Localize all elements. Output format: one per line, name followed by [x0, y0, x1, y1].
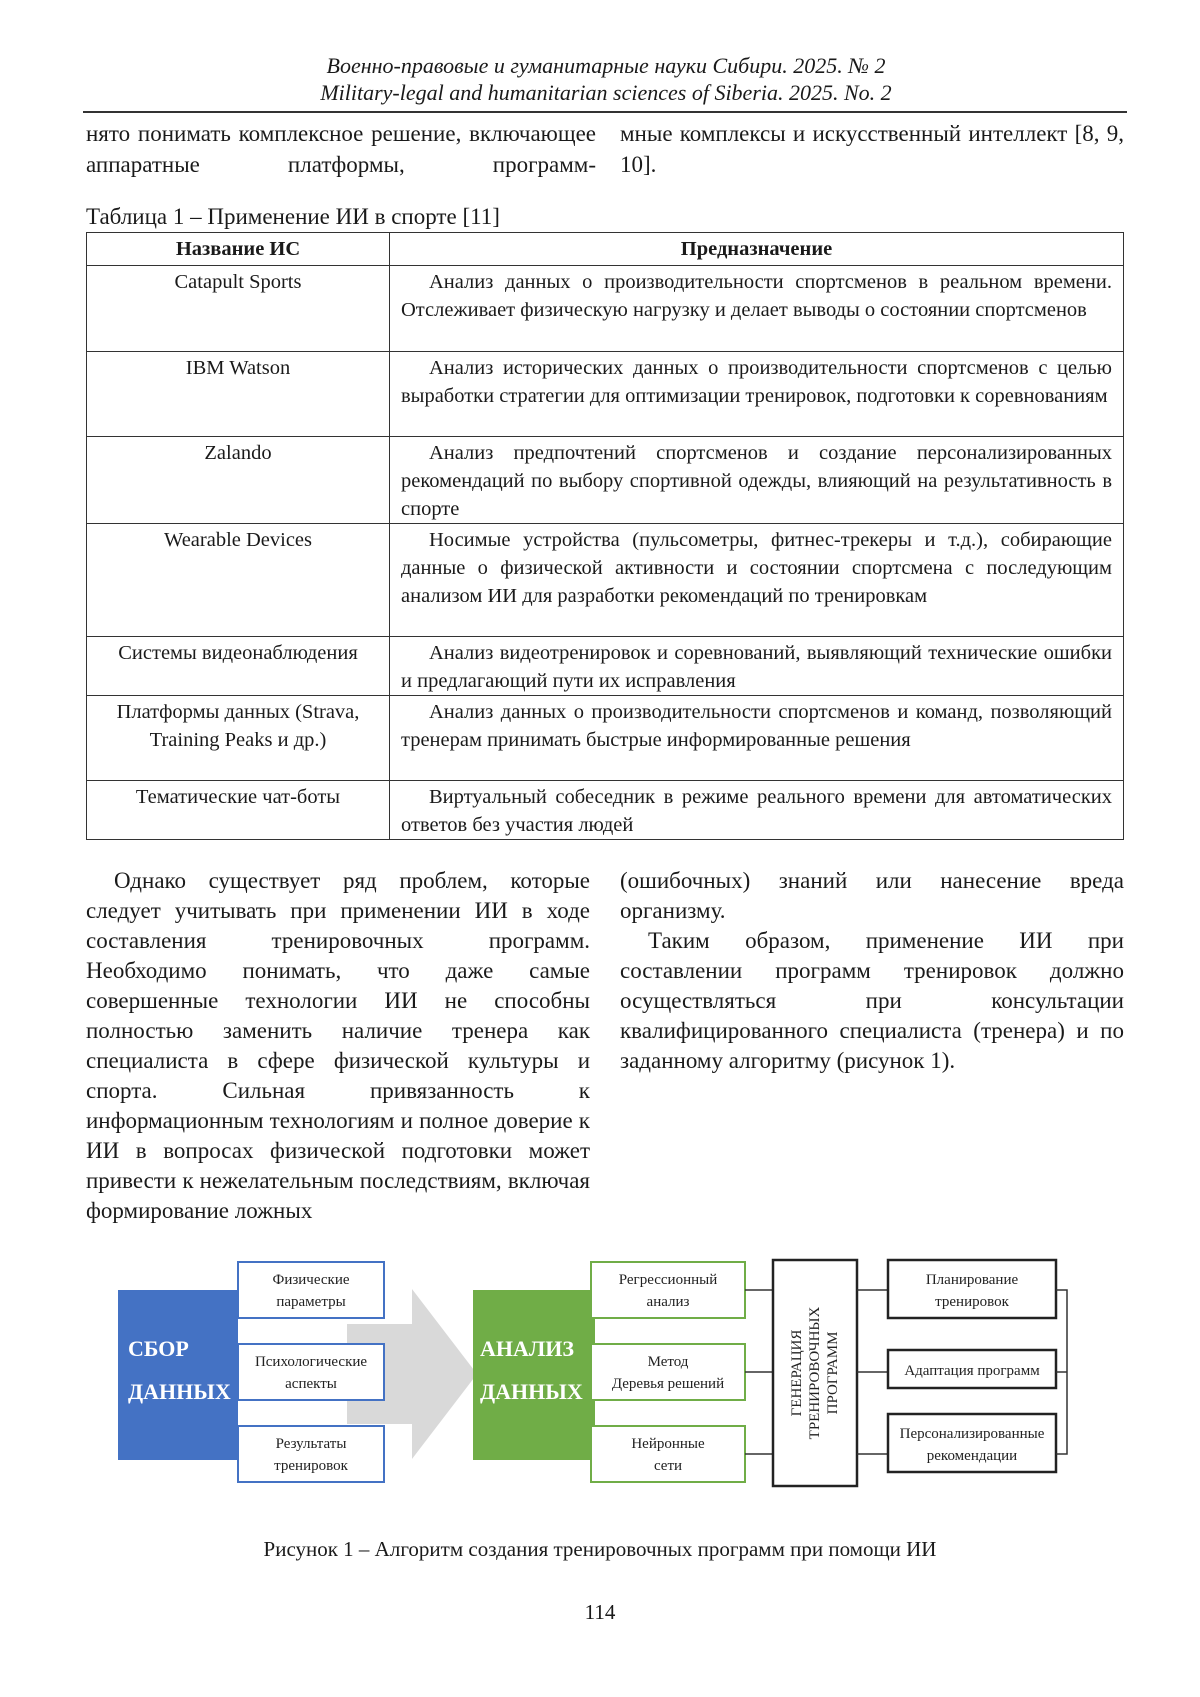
purpose-cell: Виртуальный собеседник в режиме реального времени для автоматических ответов без участия людей [390, 781, 1124, 840]
method-label: Нейронные [631, 1436, 705, 1452]
collect-data-label-2: ДАННЫХ [128, 1379, 231, 1404]
system-name-cell: Платформы данных (Strava, Training Peaks и др.) [87, 696, 390, 781]
collect-data-block [118, 1290, 238, 1460]
header-system-name: Название ИС [87, 233, 390, 266]
input-label: Психологические [254, 1354, 368, 1370]
method-label: Деревья решений [611, 1376, 725, 1392]
method-label: Метод [647, 1354, 689, 1370]
output-boxes [888, 1260, 1056, 1472]
generation-label: ГЕНЕРАЦИЯ [789, 1329, 805, 1417]
generation-label: ПРОГРАММ [825, 1331, 841, 1415]
purpose-cell: Анализ видеотренировок и соревнований, выявляющий технические ошибки и предлагающий пути их исправления [390, 637, 1124, 696]
output-label: рекомендации [926, 1448, 1018, 1464]
header-rule [83, 111, 1127, 113]
table-row [87, 437, 1124, 524]
table-row [87, 524, 1124, 637]
purpose-cell: Анализ предпочтений спортсменов и создание персонализированных рекомендаций по выбору спортивной одежды, влияющий на результативность в спорте [390, 437, 1124, 524]
method-label: сети [653, 1458, 683, 1474]
input-label: Физические [272, 1272, 350, 1288]
analysis-data-label-1: АНАЛИЗ [480, 1336, 575, 1361]
system-name-cell: Системы видеонаблюдения [87, 637, 390, 696]
journal-header [86, 52, 1126, 106]
table-row [87, 781, 1124, 840]
input-label: параметры [276, 1294, 346, 1310]
purpose-cell: Анализ данных о производительности спортсменов и команд, позволяющий тренерам принимать быстрые информированные решения [390, 696, 1124, 781]
generation-label: ТРЕНИРОВОЧНЫХ [807, 1306, 823, 1440]
journal-title-ru: Военно-правовые и гуманитарные науки Сибири. 2025. № 2 [326, 53, 886, 78]
body-right-paragraph-2: Таким образом, применение ИИ при составлении программ тренировок должно осуществляться при консультации квалифицированного специалиста (тренера) и по заданному алгоритму (рисунок 1). [620, 928, 1124, 1073]
system-name-cell: IBM Watson [87, 352, 390, 437]
algorithm-diagram [112, 1254, 1094, 1494]
table-caption: Таблица 1 – Применение ИИ в спорте [11] [86, 204, 500, 229]
output-label: Персонализированные [899, 1426, 1045, 1442]
table-row [87, 266, 1124, 352]
input-label: аспекты [285, 1376, 337, 1392]
method-boxes [591, 1262, 745, 1482]
ai-in-sport-table [86, 232, 1124, 840]
journal-title-en: Military-legal and humanitarian sciences of Siberia. 2025. No. 2 [320, 80, 892, 105]
output-label: Адаптация программ [904, 1363, 1040, 1379]
system-name-cell: Zalando [87, 437, 390, 524]
input-label: тренировок [274, 1458, 348, 1474]
table-header-row [87, 233, 1124, 266]
intro-left-column: нято понимать комплексное решение, включающее аппаратные платформы, программ- [86, 121, 596, 177]
input-label: Результаты [275, 1436, 347, 1452]
table-row [87, 352, 1124, 437]
method-label: анализ [646, 1294, 690, 1310]
system-name-cell: Catapult Sports [87, 266, 390, 352]
purpose-cell: Анализ данных о производительности спортсменов в реальном времени. Отслеживает физическую нагрузку и делает выводы о состоянии спортсменов [390, 266, 1124, 352]
body-left-paragraph: Однако существует ряд проблем, которые следует учитывать при применении ИИ в ходе составления тренировочных программ. Необходимо понимать, что даже самые совершенные технологии ИИ не способны полностью заменить наличие тренера как специалиста в сфере физической культуры и спорта. Сильная привязанность к информационным технологиям и полное доверие к ИИ в вопросах физической подготовки может привести к нежелательным последствиям, включая формирование ложных [86, 868, 590, 1223]
system-name-cell: Wearable Devices [87, 524, 390, 637]
method-label: Регрессионный [618, 1272, 718, 1288]
collect-data-label-1: СБОР [128, 1336, 189, 1361]
page-number: 114 [584, 1600, 616, 1624]
purpose-cell: Анализ исторических данных о производительности спортсменов с целью выработки стратегии для оптимизации тренировок, подготовки к соревнованиям [390, 352, 1124, 437]
table-row [87, 696, 1124, 781]
figure-caption: Рисунок 1 – Алгоритм создания тренировочных программ при помощи ИИ [263, 1537, 937, 1561]
analysis-data-label-2: ДАННЫХ [480, 1379, 583, 1404]
system-name-cell: Тематические чат-боты [87, 781, 390, 840]
analysis-data-block [473, 1290, 595, 1460]
intro-right-column: мные комплексы и искусственный интеллект [8, 9, 10]. [620, 121, 1124, 177]
output-label: Планирование [925, 1272, 1019, 1288]
purpose-cell: Носимые устройства (пульсометры, фитнес-трекеры и т.д.), собирающие данные о физической активности и состоянии спортсмена с последующим анализом ИИ для разработки рекомендаций по тренировкам [390, 524, 1124, 637]
table-row [87, 637, 1124, 696]
output-label: тренировок [935, 1294, 1009, 1310]
header-purpose: Предназначение [390, 233, 1124, 266]
body-right-paragraph-1: (ошибочных) знаний или нанесение вреда организму. [620, 868, 1124, 923]
input-boxes [238, 1262, 384, 1482]
